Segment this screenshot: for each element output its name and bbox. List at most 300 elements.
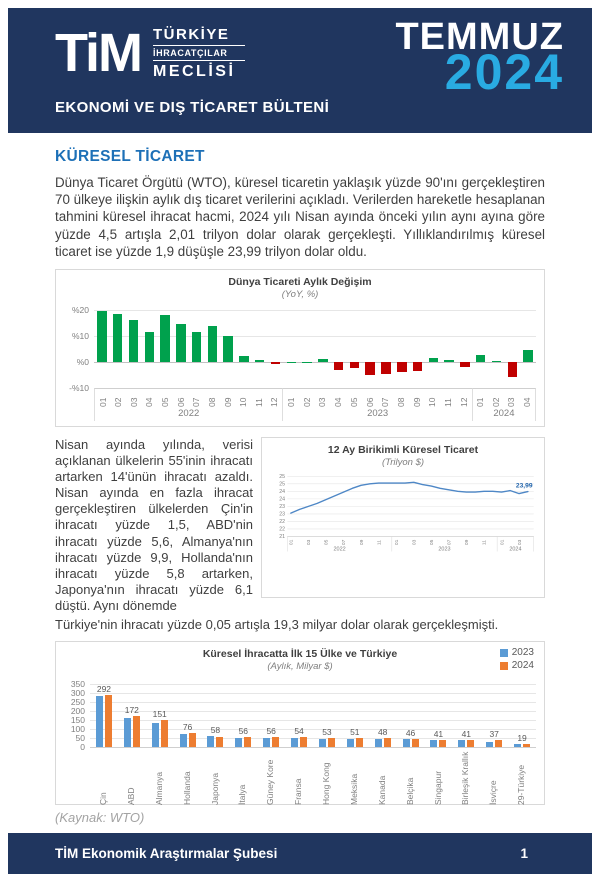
x-axis-area [285, 747, 313, 806]
value-label: 76 [182, 722, 193, 733]
tim-logo-mark: TiM [55, 22, 141, 83]
x-axis-area [313, 747, 341, 806]
plot-canvas [90, 684, 536, 806]
value-label: 41 [433, 728, 444, 739]
chart-legend [500, 647, 534, 673]
bar-slot [473, 310, 489, 388]
month-tick [488, 389, 504, 407]
country-group [229, 684, 257, 806]
bar-groups [94, 310, 536, 421]
country-tick-label: Çin [98, 792, 109, 806]
bar-2023-03 [318, 359, 327, 362]
plot-canvas [94, 310, 536, 421]
bar-2024 [412, 739, 419, 747]
value-label: 41 [461, 728, 472, 739]
bar-2024 [467, 740, 474, 747]
month-tick-label: 05 [160, 397, 171, 408]
month-tick [393, 389, 409, 407]
y-tick-label: 24 [279, 489, 286, 496]
bar-2023 [403, 739, 410, 747]
year-label: 2023 [438, 546, 451, 553]
month-tick-label: 10 [238, 397, 249, 408]
bar-2022-08 [208, 326, 217, 362]
x-axis-area [369, 747, 397, 806]
legend-item-2024 [500, 660, 534, 671]
month-tick-label: 07 [342, 539, 348, 546]
country-group [341, 684, 369, 806]
y-tick-label: -%10 [69, 383, 89, 394]
bar-2023 [514, 744, 521, 747]
tim-logo-wordmark [153, 26, 245, 81]
y-tick-label: %0 [76, 357, 89, 368]
chart-subtitle: (YoY, %) [281, 289, 319, 301]
country-tick-label: Almanya [153, 771, 164, 806]
month-tick-label: 04 [144, 397, 155, 408]
month-tick [456, 389, 472, 407]
bars-row [94, 310, 283, 388]
country-tick-label: Singapur [432, 771, 443, 806]
header [8, 8, 592, 133]
plot-canvas [270, 474, 536, 553]
end-value-label: 23,99 [515, 482, 533, 490]
chart-title: Dünya Ticareti Aylık Değişim [228, 276, 372, 289]
value-label: 56 [238, 725, 249, 736]
legend-swatch-2024 [500, 662, 508, 670]
bar-2023-07 [381, 362, 390, 374]
bar-2024 [328, 738, 335, 748]
chart-monthly-world-trade [55, 269, 545, 427]
month-tick [378, 389, 394, 407]
x-axis-area [452, 747, 480, 806]
bar-2023 [152, 723, 159, 747]
y-tick-label: 200 [70, 706, 85, 717]
month-tick [315, 389, 331, 407]
country-tick [257, 748, 285, 806]
value-label: 172 [124, 705, 139, 716]
month-tick-label: 01 [500, 539, 506, 546]
country-tick [118, 748, 146, 806]
y-tick-label: 23 [279, 511, 286, 518]
country-tick [369, 748, 397, 806]
country-group [202, 684, 230, 806]
logo-divider [153, 60, 245, 61]
bar-groups [90, 684, 536, 806]
month-tick [267, 389, 283, 407]
x-axis-area [341, 747, 369, 806]
month-tick-label: 01 [97, 397, 108, 408]
bar-2024 [356, 738, 363, 747]
bar-slot [141, 310, 157, 388]
bar-2022-11 [255, 360, 264, 362]
bar-2022-03 [129, 320, 138, 362]
month-tick-label: 03 [517, 539, 523, 546]
bar-2023 [207, 736, 214, 747]
bar-slot [520, 310, 536, 388]
bar-2022-01 [97, 311, 106, 362]
month-tick [504, 389, 520, 407]
month-labels [283, 389, 471, 407]
legend-label: 2023 [511, 647, 534, 659]
country-group [313, 684, 341, 806]
bars-pair [202, 684, 230, 747]
x-axis-area [118, 747, 146, 806]
country-tick-label: ABD [125, 787, 136, 806]
country-group [285, 684, 313, 806]
bar-slot [252, 310, 268, 388]
bar-slot [425, 310, 441, 388]
month-labels [95, 389, 282, 407]
logo-line-turkiye: TÜRKİYE [153, 26, 230, 43]
month-tick-label: 11 [482, 540, 488, 546]
bar-slot [283, 310, 299, 388]
bar-2023 [430, 740, 437, 747]
month-labels [473, 389, 535, 407]
month-tick [362, 389, 378, 407]
country-group [90, 684, 118, 806]
month-tick-label: 07 [380, 397, 391, 408]
bulletin-title: EKONOMİ VE DIŞ TİCARET BÜLTENİ [55, 99, 330, 117]
section-title: KÜRESEL TİCARET [55, 148, 205, 165]
month-tick-label: 05 [324, 539, 330, 546]
y-tick-label: 50 [75, 733, 85, 744]
x-axis-area [473, 388, 536, 421]
month-tick-label: 02 [490, 397, 501, 408]
value-label: 51 [350, 726, 360, 737]
month-tick-label: 07 [447, 539, 453, 546]
x-axis-area [202, 747, 230, 806]
month-tick [331, 389, 347, 407]
month-tick-label: 09 [411, 397, 422, 408]
bar-slot [441, 310, 457, 388]
bar-2024 [189, 733, 196, 747]
bar-2023-11 [444, 360, 453, 362]
footer [8, 833, 592, 874]
bar-2024 [216, 737, 223, 747]
paragraph-global-trade: Dünya Ticaret Örgütü (WTO), küresel ticaretin yaklaşık yüzde 90'ını gerçekleştiren 70 ülkeye ilişkin aylık dış ticaret verilerini açıkladı. Verilerden hareketle hesaplanan tahmini küresel ihracat hacmi, 2024 yılı Nisan ayında önceki yılın aynı ayına göre yüzde 4,5 artışla 2,01 trilyon dolar olarak gerçekleşti. Yıllıklandırılmış küresel ticaret ise yüzde 1,9 düşüşle 23,99 trilyon dolar oldu. [55, 175, 545, 259]
bars-pair [508, 684, 536, 747]
bar-slot [189, 310, 205, 388]
paragraph-april-exports: Nisan ayında yılında, verisi açıklanan ülkelerin 55'inin ihracatı artarken 14'ünün ihracatı azaldı. Nisan ayında en fazla ihracat gerçekleştiren ülkelerden Çin'in ihracatı yüzde 1,5, ABD'nin ihracatı yüzde 5,6, Almanya'nın ihracatı yüzde 9,9, Hollanda'nın ihracatı yüzde 5,8 artarken, Japonya'nın ihracatı yüzde 6,1 düştü. Aynı dönemde [55, 437, 253, 613]
bar-2023 [319, 739, 326, 747]
bars-pair [257, 684, 285, 747]
country-tick-label: Belçika [404, 777, 415, 806]
month-tick-label: 02 [113, 397, 124, 408]
bar-slot [378, 310, 394, 388]
year-group-2024 [473, 310, 536, 421]
country-tick [174, 748, 202, 806]
tim-logo [55, 20, 245, 81]
x-axis-area [397, 747, 425, 806]
bars-pair [313, 684, 341, 747]
bar-2023-01 [287, 362, 296, 363]
month-tick [283, 389, 299, 407]
month-tick-label: 10 [427, 397, 438, 408]
country-group [425, 684, 453, 806]
bar-2023 [486, 742, 493, 747]
y-tick-label: %10 [71, 331, 89, 342]
bar-2023-09 [413, 362, 422, 371]
issue-month: TEMMUZ [395, 16, 564, 58]
value-label: 48 [377, 727, 388, 738]
bars-pair [341, 684, 369, 747]
bar-2023 [375, 739, 382, 747]
month-tick-label: 02 [301, 397, 312, 408]
bar-2023-08 [397, 362, 406, 372]
bar-slot [110, 310, 126, 388]
y-tick-label: 25 [279, 474, 286, 481]
bar-2023 [458, 740, 465, 748]
month-tick [189, 389, 205, 407]
bar-2023-05 [350, 362, 359, 368]
month-tick-label: 01 [394, 539, 400, 546]
page-number: 1 [520, 846, 528, 862]
country-tick [397, 748, 425, 806]
month-tick [126, 389, 142, 407]
y-tick-label: 100 [70, 724, 85, 735]
value-label: 56 [266, 725, 276, 736]
bar-2024 [105, 695, 112, 748]
country-tick-label: Birleşik Krallık [460, 751, 471, 806]
x-axis-area [257, 747, 285, 806]
y-tick-label: 25 [279, 481, 286, 488]
value-label: 19 [517, 732, 527, 743]
bar-slot [268, 310, 284, 388]
bar-slot [410, 310, 426, 388]
country-group [508, 684, 536, 806]
x-axis-area [174, 747, 202, 806]
month-tick [409, 389, 425, 407]
country-group [480, 684, 508, 806]
issue-date [395, 16, 564, 101]
country-tick-label: Kanada [376, 775, 387, 806]
month-tick [204, 389, 220, 407]
issue-year: 2024 [444, 44, 564, 101]
country-group [257, 684, 285, 806]
bar-2023-04 [334, 362, 343, 370]
y-tick-label: 350 [70, 679, 85, 690]
value-label: 58 [210, 724, 221, 735]
y-tick-label: 21 [279, 534, 286, 541]
bar-2022-09 [223, 336, 232, 363]
bar-2023 [124, 718, 131, 747]
bar-slot [504, 310, 520, 388]
bars-row [283, 310, 472, 388]
month-tick [236, 389, 252, 407]
country-tick-label: İsviçre [488, 780, 499, 806]
bar-2023 [347, 739, 354, 747]
bar-2024 [384, 738, 391, 747]
month-tick-label: 07 [191, 397, 202, 408]
month-tick-label: 12 [269, 397, 280, 408]
month-tick-label: 09 [222, 397, 233, 408]
x-axis-area [480, 747, 508, 806]
month-tick-label: 06 [364, 397, 375, 408]
bars-pair [285, 684, 313, 747]
month-tick [425, 389, 441, 407]
month-tick-label: 09 [465, 539, 471, 546]
chart-subtitle: (Aylık, Milyar $) [267, 661, 333, 673]
value-label: 46 [405, 727, 416, 738]
trade-line-series [291, 482, 528, 513]
country-tick [425, 748, 453, 806]
month-tick [220, 389, 236, 407]
month-tick-label: 04 [333, 397, 344, 408]
bar-slot [173, 310, 189, 388]
country-tick-label: 29-Türkiye [516, 764, 527, 806]
bar-slot [347, 310, 363, 388]
month-tick-label: 06 [175, 397, 186, 408]
bar-2022-06 [176, 324, 185, 362]
month-tick [251, 389, 267, 407]
chart-subtitle: (Trilyon $) [381, 457, 425, 469]
y-tick-label: 300 [70, 688, 85, 699]
month-tick-label: 11 [377, 540, 383, 546]
value-label: 151 [152, 708, 167, 719]
bar-2024 [272, 737, 279, 747]
month-tick-label: 03 [307, 539, 313, 546]
source-note: (Kaynak: WTO) [55, 810, 145, 826]
bar-2022-04 [145, 332, 154, 362]
bar-2023 [263, 738, 270, 747]
bar-slot [362, 310, 378, 388]
bar-2022-12 [271, 362, 280, 364]
bar-slot [94, 310, 110, 388]
bar-2024-03 [508, 362, 517, 377]
month-tick-label: 05 [430, 539, 436, 546]
country-group [369, 684, 397, 806]
value-label: 54 [294, 726, 304, 737]
year-label: 2024 [509, 546, 522, 553]
bar-2024-04 [523, 350, 532, 362]
legend-item-2023 [500, 647, 534, 658]
year-group-2023 [283, 310, 472, 421]
month-tick [173, 389, 189, 407]
country-tick [285, 748, 313, 806]
bar-2024 [133, 716, 140, 747]
chart-plot-area [64, 305, 536, 421]
y-axis [64, 305, 94, 394]
year-group-2022 [94, 310, 283, 421]
month-tick-label: 05 [348, 397, 359, 408]
year-label: 2023 [367, 408, 389, 420]
bar-slot [331, 310, 347, 388]
footer-text: TİM Ekonomik Araştırmalar Şubesi [55, 846, 278, 862]
y-tick-label: 22 [279, 519, 286, 526]
x-axis-area [508, 747, 536, 806]
bar-2023 [291, 738, 298, 747]
legend-swatch-2023 [500, 649, 508, 657]
bar-slot [236, 310, 252, 388]
month-tick [519, 389, 535, 407]
bar-slot [315, 310, 331, 388]
bar-2022-10 [239, 356, 248, 362]
bars-row [473, 310, 536, 388]
x-axis-area [425, 747, 453, 806]
line-chart-svg [270, 474, 536, 553]
bar-2023-10 [429, 358, 438, 362]
country-tick-label: İtalya [237, 784, 248, 806]
year-label: 2022 [333, 546, 346, 553]
y-tick-label: 22 [279, 526, 286, 533]
country-tick-label: Meksika [348, 773, 359, 806]
month-tick-label: 08 [206, 397, 217, 408]
paragraph-april-exports-continued: Türkiye'nin ihracatı yüzde 0,05 artışla 19,3 milyar dolar olarak gerçekleşmişti. [55, 617, 499, 633]
logo-line-meclisi: MECLİSİ [153, 63, 236, 80]
bar-slot [394, 310, 410, 388]
bar-slot [489, 310, 505, 388]
bar-2023-12 [460, 362, 469, 367]
month-tick [473, 389, 489, 407]
month-tick-label: 11 [253, 398, 264, 408]
bar-2024-02 [492, 361, 501, 362]
month-tick-label: 08 [395, 397, 406, 408]
chart-cumulative-world-trade [261, 437, 545, 598]
bar-2022-02 [113, 314, 122, 362]
x-axis-area [90, 747, 118, 806]
content [0, 133, 600, 825]
bars-pair [174, 684, 202, 747]
y-tick-label: 0 [80, 742, 85, 753]
bar-2024 [244, 737, 251, 747]
bar-slot [299, 310, 315, 388]
month-tick-label: 03 [412, 539, 418, 546]
x-axis-area [146, 747, 174, 806]
bar-2023-02 [302, 362, 311, 363]
bars-pair [146, 684, 174, 747]
y-tick-label: 150 [70, 715, 85, 726]
month-tick [142, 389, 158, 407]
value-label: 292 [96, 683, 112, 694]
year-label: 2024 [493, 408, 515, 420]
legend-label: 2024 [511, 660, 534, 672]
x-axis-area [94, 388, 283, 421]
chart-plot-area [64, 679, 536, 806]
month-tick-label: 04 [521, 397, 532, 408]
country-tick-label: Güney Kore [265, 759, 276, 806]
country-tick [341, 748, 369, 806]
month-tick [95, 389, 111, 407]
country-tick-label: Hong Kong [321, 762, 332, 806]
country-tick [508, 748, 536, 806]
country-tick [90, 748, 118, 806]
bar-2022-05 [160, 315, 169, 362]
logo-divider [153, 45, 245, 46]
bar-2022-07 [192, 332, 201, 362]
country-group [397, 684, 425, 806]
month-tick-label: 01 [475, 397, 486, 408]
month-tick [440, 389, 456, 407]
bar-2024 [300, 737, 307, 747]
country-tick [146, 748, 174, 806]
y-tick-label: %20 [71, 305, 89, 316]
y-tick-label: 24 [279, 496, 286, 503]
chart-top15-exporters [55, 641, 545, 805]
country-tick [202, 748, 230, 806]
bar-2024 [523, 744, 530, 747]
month-tick-label: 11 [443, 398, 454, 408]
month-tick [299, 389, 315, 407]
bar-2023-06 [365, 362, 374, 375]
country-tick-label: Japonya [209, 772, 220, 806]
country-group [174, 684, 202, 806]
x-axis-area [283, 388, 472, 421]
month-tick-label: 12 [458, 397, 469, 408]
x-axis-area [229, 747, 257, 806]
country-group [146, 684, 174, 806]
month-tick [346, 389, 362, 407]
country-group [452, 684, 480, 806]
country-tick [313, 748, 341, 806]
